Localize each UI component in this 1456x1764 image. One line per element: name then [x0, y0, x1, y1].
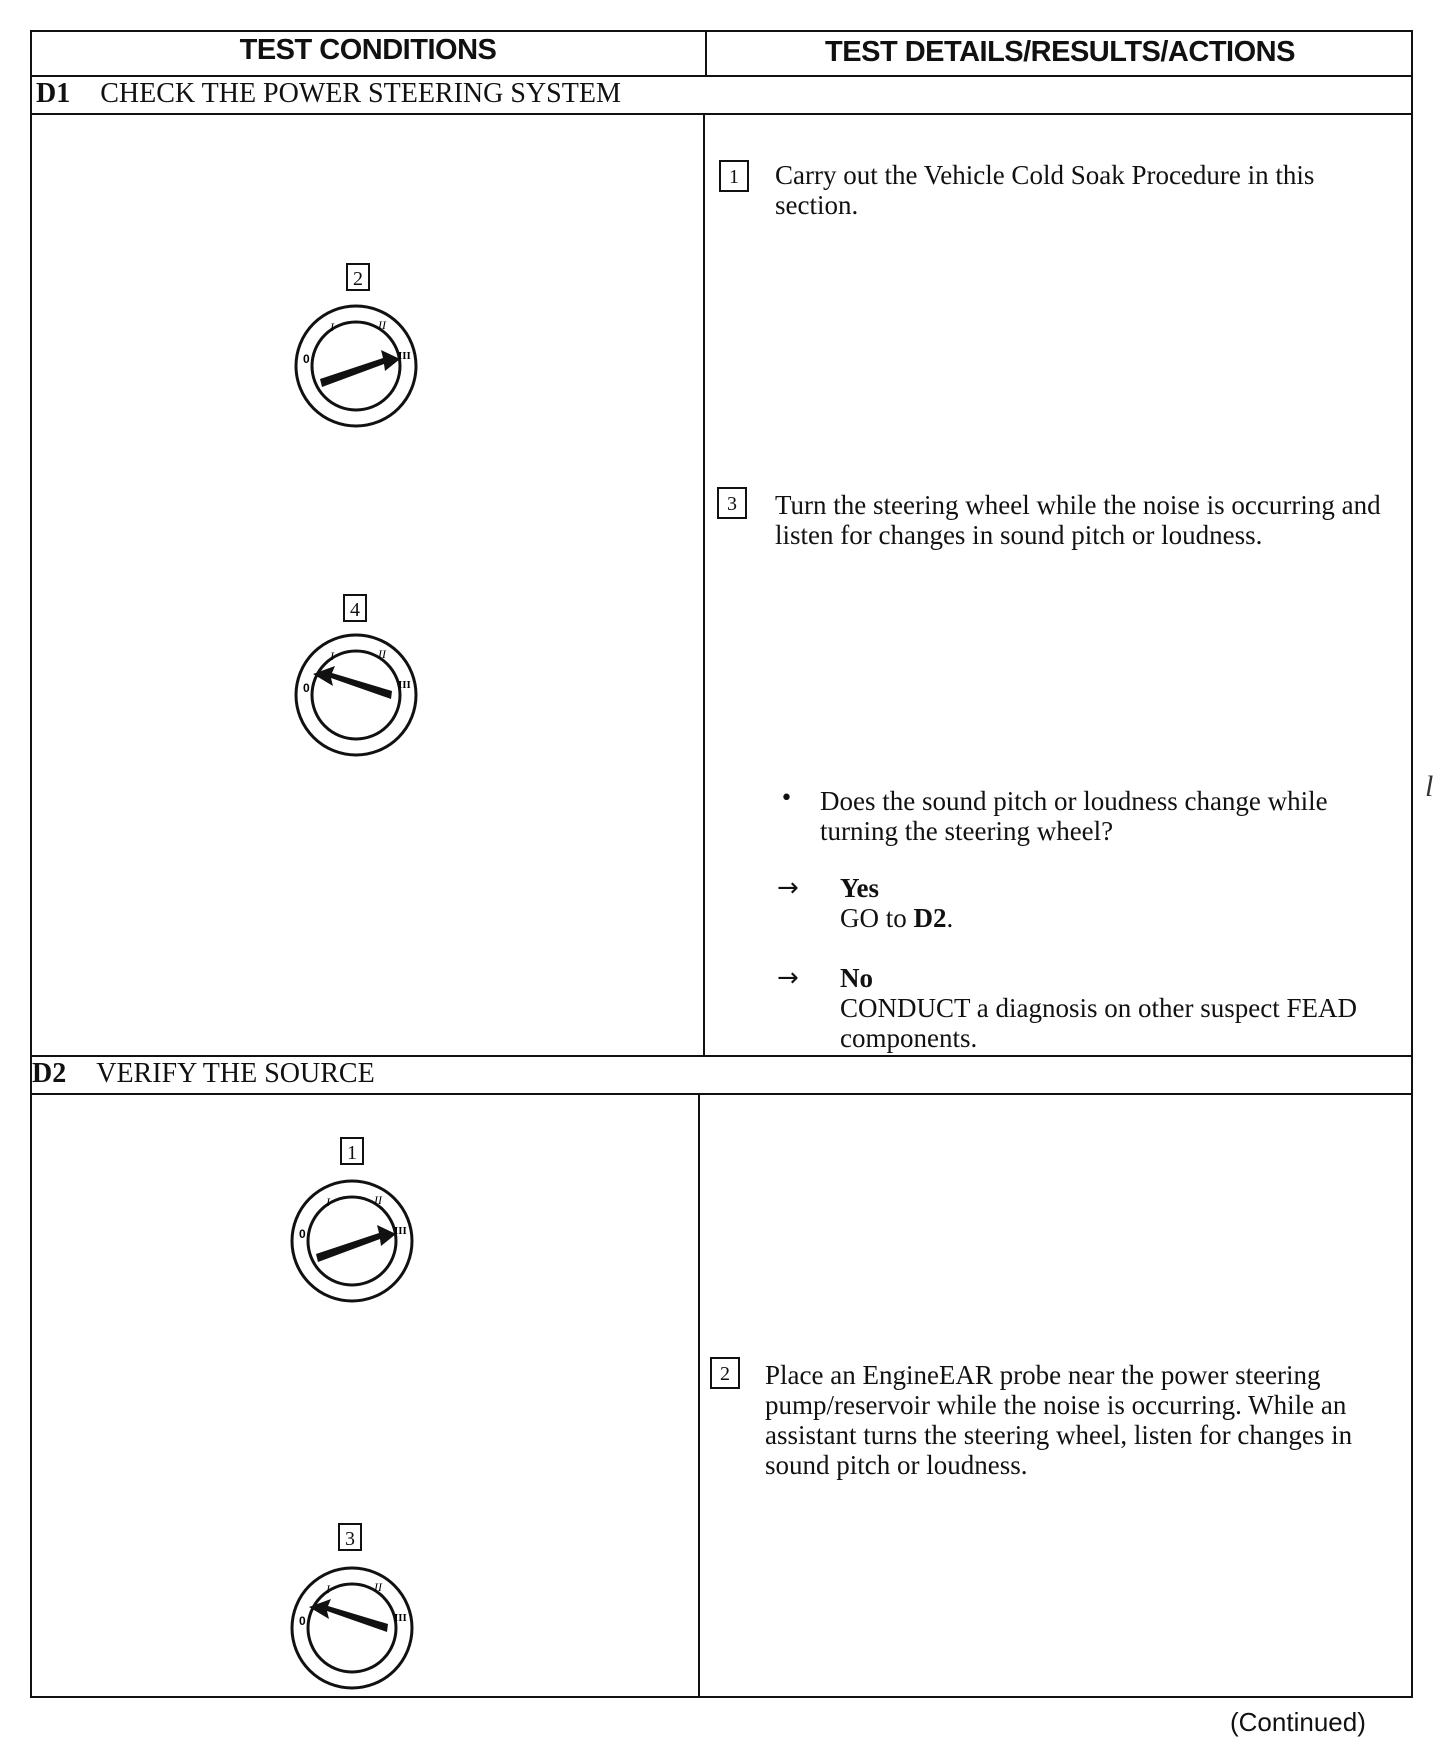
svg-text:0: 0	[303, 681, 310, 695]
d1-step-4-number: 4	[343, 594, 367, 622]
header-test-conditions: TEST CONDITIONS	[239, 34, 497, 66]
d2-step-3-number: 3	[338, 1523, 362, 1551]
bullet-icon: •	[780, 786, 793, 811]
d2-title	[32, 1058, 375, 1090]
d2-code: D2	[32, 1058, 67, 1089]
d2-step-2-number: 2	[710, 1357, 740, 1389]
d2-top-divider	[30, 1055, 1413, 1057]
svg-text:I: I	[330, 649, 334, 663]
svg-text:0: 0	[299, 1227, 306, 1241]
d1-step-1-text: Carry out the Vehicle Cold Soak Procedure in this section.	[775, 160, 1315, 220]
svg-text:II: II	[378, 647, 386, 661]
arrow-right-icon: →	[777, 873, 799, 903]
d1-yes-label: Yes	[840, 873, 879, 903]
svg-text:III: III	[398, 679, 411, 691]
d1-code: D1	[36, 78, 71, 109]
d1-title-divider	[30, 113, 1413, 115]
ignition-switch-run-icon	[289, 1178, 415, 1304]
svg-text:I: I	[326, 1195, 330, 1209]
d2-step-1-number: 1	[340, 1137, 364, 1165]
d1-no-action: CONDUCT a diagnosis on other suspect FEAD components.	[840, 993, 1357, 1053]
d1-no-label: No	[840, 963, 873, 993]
d1-step-2-number: 2	[346, 263, 370, 291]
d2-title-divider	[30, 1093, 1413, 1095]
d1-yes-answer	[840, 873, 1400, 933]
svg-text:0: 0	[299, 1614, 306, 1628]
svg-text:II: II	[374, 1580, 382, 1594]
header-divider	[30, 75, 1413, 77]
svg-text:III: III	[394, 1225, 407, 1237]
d1-title-text: CHECK THE POWER STEERING SYSTEM	[100, 78, 621, 109]
margin-mark: l	[1425, 770, 1434, 803]
ignition-switch-run-icon	[293, 303, 419, 429]
dial-label-start: III	[398, 350, 411, 362]
d1-yes-action-target: D2	[913, 903, 947, 933]
svg-text:III: III	[394, 1612, 407, 1624]
d1-question: Does the sound pitch or loudness change while turning the steering wheel?	[820, 786, 1328, 846]
dial-label-acc: I	[330, 320, 334, 334]
d1-no-answer	[840, 963, 1400, 1053]
d2-step-2-text: Place an EngineEAR probe near the power steering pump/reservoir while the noise is occurring. While an assistant turns the steering wheel, listen for changes in sound pitch or loudness.	[765, 1360, 1353, 1480]
d1-column-divider	[703, 113, 705, 1055]
dial-label-on: II	[378, 318, 386, 332]
d1-yes-action-suffix: .	[946, 903, 954, 933]
d1-step-3-text: Turn the steering wheel while the noise is occurring and listen for changes in sound pitch or loudness.	[775, 490, 1381, 550]
d1-step-3-number: 3	[717, 487, 747, 519]
ignition-switch-off-icon	[293, 632, 419, 758]
d1-yes-action-prefix: GO to	[840, 903, 914, 933]
d2-title-text: VERIFY THE SOURCE	[96, 1058, 375, 1089]
svg-text:II: II	[374, 1193, 382, 1207]
header-test-details: TEST DETAILS/RESULTS/ACTIONS	[825, 36, 1295, 68]
continued-label: (Continued)	[1230, 1707, 1366, 1737]
dial-label-off: 0	[303, 352, 310, 366]
ignition-switch-off-icon	[289, 1565, 415, 1691]
d2-column-divider	[698, 1093, 700, 1698]
header-column-divider	[705, 30, 707, 75]
d1-step-1-number: 1	[719, 160, 749, 192]
svg-text:I: I	[326, 1582, 330, 1596]
arrow-right-icon: →	[777, 963, 799, 993]
d1-title	[36, 78, 621, 110]
